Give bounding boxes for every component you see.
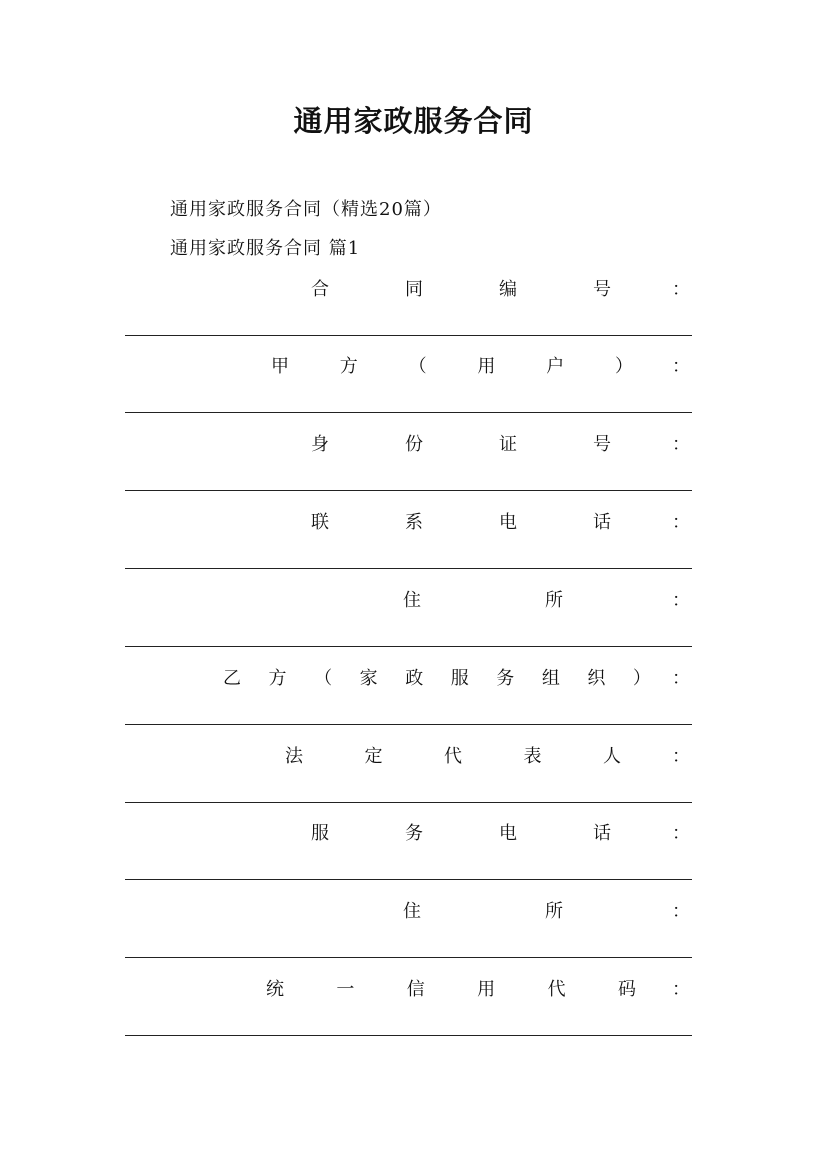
fill-in-line-contract-number[interactable] xyxy=(125,335,692,336)
field-credit-code xyxy=(125,978,692,1056)
field-colon: ： xyxy=(672,901,690,922)
fill-in-line-legal-representative[interactable] xyxy=(125,802,692,803)
field-colon: ： xyxy=(672,279,690,300)
field-party-a xyxy=(125,355,692,433)
fill-in-line-party-a[interactable] xyxy=(125,412,692,413)
field-colon: ： xyxy=(672,590,690,611)
fill-in-line-contact-phone[interactable] xyxy=(125,568,692,569)
fill-in-line-party-b-address[interactable] xyxy=(125,957,692,958)
field-label: 乙 方 （ 家 政 服 务 组 织 ） xyxy=(223,668,651,689)
fill-in-line-service-phone[interactable] xyxy=(125,879,692,880)
field-colon: ： xyxy=(672,356,690,377)
field-service-phone xyxy=(125,822,692,900)
field-label: 法 定 代 表 人 xyxy=(285,746,621,767)
field-colon: ： xyxy=(672,434,690,455)
fill-in-line-party-b[interactable] xyxy=(125,724,692,725)
field-legal-representative xyxy=(125,745,692,823)
field-label: 住 所 xyxy=(403,901,563,922)
field-label: 合 同 编 号 xyxy=(311,279,611,300)
field-colon: ： xyxy=(672,512,690,533)
field-colon: ： xyxy=(672,746,690,767)
field-party-b-address xyxy=(125,900,692,978)
field-party-b xyxy=(125,667,692,745)
section-heading: 通用家政服务合同 篇1 xyxy=(170,238,361,259)
fill-in-line-party-a-address[interactable] xyxy=(125,646,692,647)
field-label: 联 系 电 话 xyxy=(311,512,611,533)
field-id-number xyxy=(125,433,692,511)
field-contract-number xyxy=(125,278,692,356)
field-colon: ： xyxy=(672,979,690,1000)
field-label: 甲 方 （ 用 户 ） xyxy=(271,356,633,377)
fill-in-line-id-number[interactable] xyxy=(125,490,692,491)
fill-in-line-credit-code[interactable] xyxy=(125,1035,692,1036)
field-label: 住 所 xyxy=(403,590,563,611)
field-label: 统 一 信 用 代 码 xyxy=(266,979,636,1000)
field-contact-phone xyxy=(125,511,692,589)
field-colon: ： xyxy=(672,823,690,844)
document-subtitle: 通用家政服务合同（精选20篇） xyxy=(170,199,442,220)
field-label: 服 务 电 话 xyxy=(311,823,611,844)
field-colon: ： xyxy=(672,668,690,689)
field-party-a-address xyxy=(125,589,692,667)
document-title: 通用家政服务合同 xyxy=(293,104,534,138)
field-label: 身 份 证 号 xyxy=(311,434,611,455)
